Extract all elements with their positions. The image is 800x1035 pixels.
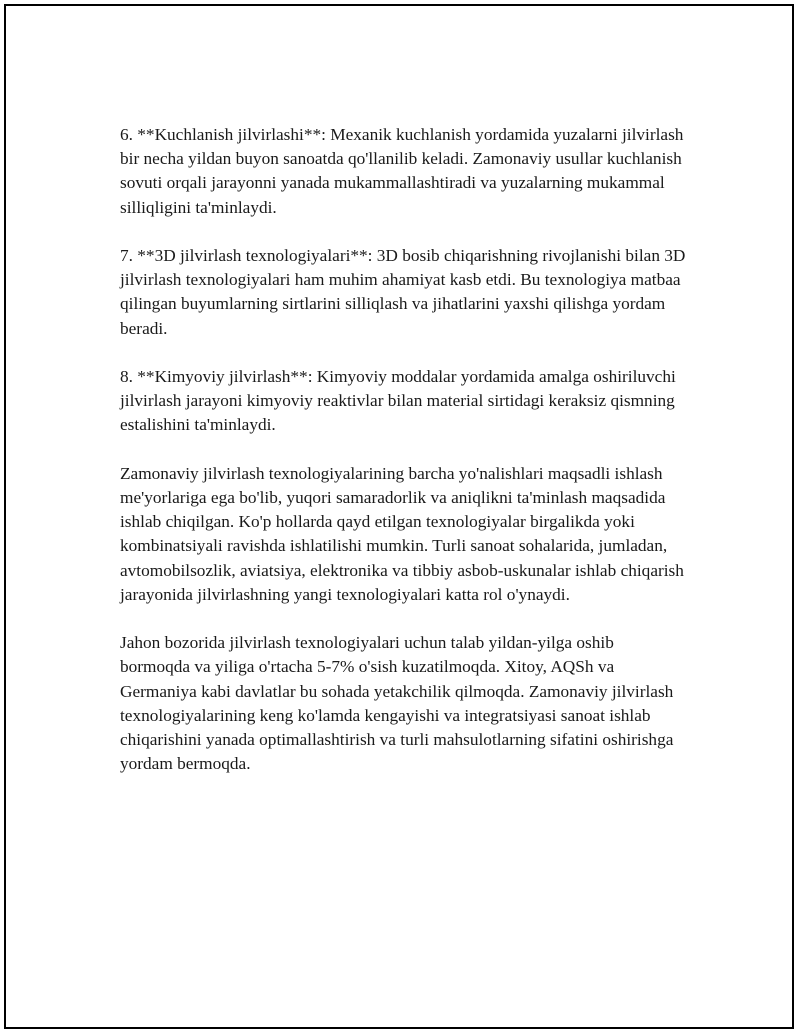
paragraph-item-6: 6. **Kuchlanish jilvirlashi**: Mexanik kuchlanish yordamida yuzalarni jilvirlash bir necha yildan buyon sanoatda qo'llanilib keladi. Zamonaviy usullar kuchlanish sovuti orqali jarayonni yanada mukammallashtiradi va yuzalarning mukammal silliqligini ta'minlaydi. bbox=[120, 125, 684, 217]
paragraph-item-7: 7. **3D jilvirlash texnologiyalari**: 3D bosib chiqarishning rivojlanishi bilan 3D jilvirlash texnologiyalari ham muhim ahamiyat kasb etdi. Bu texnologiya matbaa qilingan buyumlarning sirtlarini silliqlash va jihatlarini yaxshi qilishga yordam beradi. bbox=[120, 246, 686, 338]
paragraph-item-8: 8. **Kimyoviy jilvirlash**: Kimyoviy moddalar yordamida amalga oshiriluvchi jilvirlash jarayoni kimyoviy reaktivlar bilan material sirtidagi keraksiz qismning estalishini ta'minlaydi. bbox=[120, 367, 676, 435]
paragraph-summary: Zamonaviy jilvirlash texnologiyalarining barcha yo'nalishlari maqsadli ishlash me'yorlariga ega bo'lib, yuqori samaradorlik va aniqlikni ta'minlash maqsadida ishlab chiqilgan. Ko'p hollarda qayd etilgan texnologiyalar birgalikda yoki kombinatsiyali ravishda ishlatilishi mumkin. Turli sanoat sohalarida, jumladan, avtomobilsozlik, aviatsiya, elektronika va tibbiy asbob-uskunalar ishlab chiqarish jarayonida jilvirlashning yangi texnologiyalari katta rol o'ynaydi. bbox=[120, 463, 684, 604]
paragraph-market: Jahon bozorida jilvirlash texnologiyalari uchun talab yildan-yilga oshib bormoqda va yiliga o'rtacha 5-7% o'sish kuzatilmoqda. Xitoy, AQSh va Germaniya kabi davlatlar bu sohada yetakchilik qilmoqda. Zamonaviy jilvirlash texnologiyalarining keng ko'lamda kengayishi va integratsiyasi sanoat ishlab chiqarishini yanada optimallashtirish va turli mahsulotlarning sifatini oshirishga yordam bermoqda. bbox=[120, 633, 674, 774]
document-page bbox=[4, 4, 794, 1029]
document-body bbox=[120, 123, 686, 801]
